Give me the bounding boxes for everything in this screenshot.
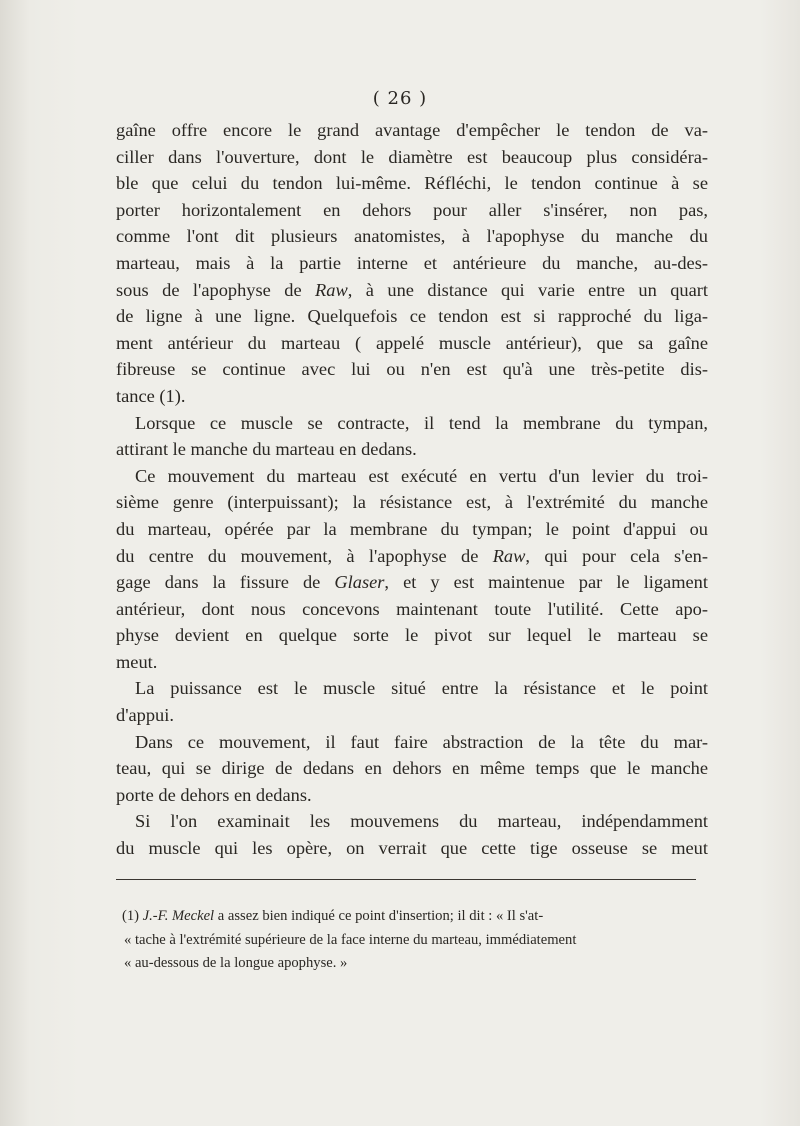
text-line: porter horizontalement en dehors pour aller s'insérer, non pas, (116, 199, 708, 220)
text-line: ciller dans l'ouverture, dont le diamètre est beaucoup plus considéra- (116, 146, 708, 167)
text-line: Ce mouvement du marteau est exécuté en vertu d'un levier du troi- (135, 465, 708, 486)
text-line: marteau, mais à la partie interne et antérieure du manche, au-des- (116, 252, 708, 273)
text-line: du muscle qui les opère, on verrait que cette tige osseuse se meut (116, 838, 708, 859)
text-line: meut. (116, 651, 158, 672)
text-line: Lorsque ce muscle se contracte, il tend la membrane du tympan, (135, 412, 708, 433)
text-line: gaîne offre encore le grand avantage d'empêcher le tendon de va- (116, 120, 708, 140)
text-line: antérieur, dont nous concevons maintenant toute l'utilité. Cette apo- (116, 598, 708, 619)
footnote-line: « tache à l'extrémité supérieure de la face interne du marteau, immédiatement (124, 931, 577, 948)
body-text (116, 117, 708, 862)
text-line: de ligne à une ligne. Quelquefois ce tendon est si rapproché du liga- (116, 306, 708, 327)
footnote-divider (116, 879, 696, 880)
text-line: La puissance est le muscle situé entre la résistance et le point (135, 678, 708, 699)
text-line: du marteau, opérée par la membrane du tympan; le point d'appui ou (116, 518, 708, 539)
text-line: teau, qui se dirige de dedans en dehors en même temps que le manche (116, 758, 708, 779)
text-line: gage dans la fissure de Glaser, et y est maintenue par le ligament (116, 572, 708, 593)
text-line: tance (1). (116, 385, 186, 406)
text-line: sous de l'apophyse de Raw, à une distance qui varie entre un quart (116, 279, 708, 300)
text-line: d'appui. (116, 705, 174, 726)
text-line: Dans ce mouvement, il faut faire abstraction de la tête du mar- (135, 731, 708, 752)
text-line: attirant le manche du marteau en dedans. (116, 439, 417, 460)
footnotes (116, 905, 708, 976)
text-line: ble que celui du tendon lui-même. Réfléchi, le tendon continue à se (116, 173, 708, 194)
text-line: du centre du mouvement, à l'apophyse de Raw, qui pour cela s'en- (116, 545, 709, 566)
footnote-line: (1) J.-F. Meckel a assez bien indiqué ce point d'insertion; il dit : « Il s'at- (122, 908, 544, 924)
page-number: ( 26 ) (372, 88, 428, 109)
text-line: sième genre (interpuissant); la résistance est, à l'extrémité du manche (116, 492, 708, 513)
text-line: ment antérieur du marteau ( appelé muscle antérieur), que sa gaîne (116, 332, 708, 353)
text-line: fibreuse se continue avec lui ou n'en est qu'à une très-petite dis- (116, 359, 708, 380)
text-line: physe devient en quelque sorte le pivot sur lequel le marteau se (116, 625, 708, 646)
footnote-line: « au-dessous de la longue apophyse. » (124, 955, 348, 971)
text-line: Si l'on examinait les mouvemens du marteau, indépendamment (135, 811, 708, 832)
text-line: comme l'ont dit plusieurs anatomistes, à l'apophyse du manche du (116, 226, 708, 247)
text-line: porte de dehors en dedans. (116, 784, 312, 805)
